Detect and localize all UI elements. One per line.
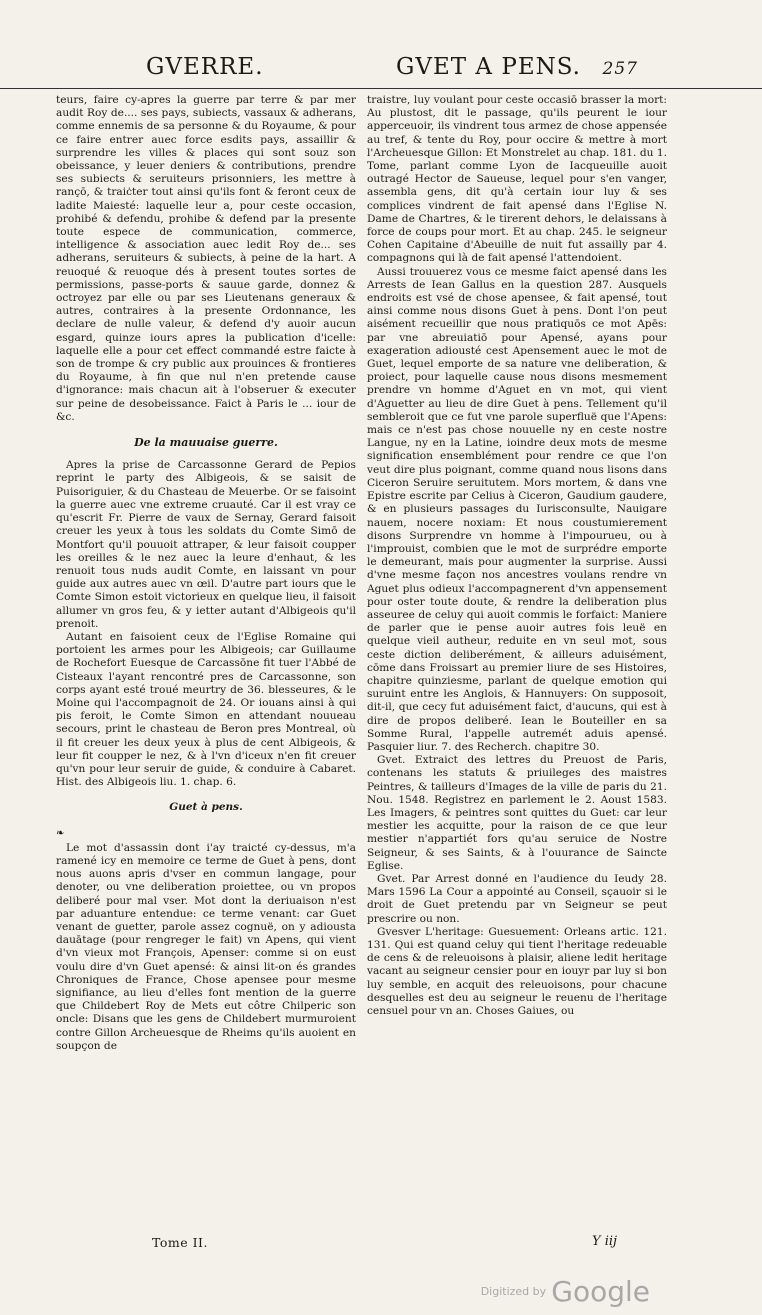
running-header [0,52,762,88]
right-column [367,94,667,1234]
right-paragraph-1: traistre, luy voulant pour ceste occasiō brasser la mort: Au plustost, dit le passage, qu'ils peurent le iour apperceuoir, ils vindrent tous armez de chose appensée au tref, & tente du Roy, pour occire & mettre à mort l'Archeuesque Gillon: Et Monstrelet au chap. 181. du 1. Tome, parlant comme Lyon de Iacqueuille auoit outragé Hector de Saueuse, lequel pour s'en vanger, assembla gens, dit qu'à certain iour luy & ses complices vindrent de fait apensé dans l'Eglise N. Dame de Chartres, & le tirerent dehors, le delaissans à force de coups pour mort. Et au chap. 245. le seigneur Cohen Capitaine d'Abeuille de nuit fut assailly par 4. compagnons qui là de fait apensé l'attendoient. [367,94,667,265]
left-paragraph-3: Autant en faisoient ceux de l'Eglise Romaine qui portoient les armes pour les Albigeois; car Guillaume de Rochefort Euesque de Carcassōne fit tuer l'Abbé de Cisteaux l'ayant rencontré pres de Carcassonne, son corps ayant esté troué meurtry de 36. blesseures, & le Moine qui l'accompagnoit de 24. Or iouans ainsi à qui pis feroit, le Comte Simon en attendant nouueau secours, print le chasteau de Beron pres Montreal, où il fit creuer les deux yeux à plus de cent Albigeois, & leur fit coupper le nez, & à l'vn d'iceux n'en fit creuer qu'vn pour leur seruir de guide, & conduire à Cabaret. Hist. des Albigeois liu. 1. chap. 6. [56,630,356,789]
page-number: 257 [602,59,638,79]
left-paragraph-1: teurs, faire cy-apres la guerre par terre & par mer audit Roy de.... ses pays, subiects, vassaux & adherans, comme ennemis de sa personne & du Royaume, & pour ce faire entrer auec force esdits pays, assaillir & surprendre les villes & places qui sont souz son obeissance, y leuer deniers & contributions, prendre ses subiects & seruiteurs prisonniers, les mettre à rançō, & traiċter tout ainsi qu'ils font & feront ceux de ladite Maiesté: laquelle leur a, pour ceste occasion, prohibé & defendu, prohibe & defend par la presente toute espece de communication, commerce, intelligence & association auec ledit Roy de... ses adherans, seruiteurs & subiects, à peine de la hart. A reuoqué & reuoque dés à present toutes sortes de permissions, passe-ports & sauue garde, donnez & octroyez par elle ou par ses Lieutenans generaux & autres, contraires à la presente Ordonnance, les declare de nulle valeur, & defend d'y auoir aucun esgard, quinze iours apres la publication d'icelle: laquelle elle a pour cet effect commandé estre faicte à son de trompe & cry public aux prouinces & frontieres du Royaume, à fin que nul n'en pretende cause d'ignorance: mais chacun ait à l'obseruer & executer sur peine de desobeissance. Faict à Paris le ... iour de &c. [56,94,356,423]
right-paragraph-3: Gvet. Extraict des lettres du Preuost de Paris, contenans les statuts & priuileges des maistres Peintres, & tailleurs d'Images de la ville de paris du 21. Nou. 1548. Registrez en parlement le 2. Aoust 1583. Les Imagers, & peintres sont quittes du Guet: car leur mestier les acquitte, pour la raison de ce que leur mestier n'appartiét fors qu'au seruice de Nostre Seigneur, & ses Saints, & à l'ouurance de Saincte Eglise. [367,754,667,872]
google-watermark [481,1275,650,1308]
left-column [56,94,356,1234]
volume-label: Tome II. [152,1235,208,1250]
section-heading-guet-a-pens: Guet à pens. [169,801,243,814]
right-paragraph-5: Gvesver L'heritage: Guesuement: Orleans artic. 121. 131. Qui est quand celuy qui tient l'heritage redeuable de cens & de releuoisons à plaisir, aliene ledit heritage vacant au seigneur censier pour en iouyr par luy si bon luy semble, en acquit des releuoisons, pour chacune desquelles est deu au seigneur le reuenu de l'heritage censuel pour vn an. Choses Gaiues, ou [367,925,667,1018]
left-paragraph-2: Apres la prise de Carcassonne Gerard de Pepios reprint le party des Albigeois, & se saisit de Puisoriguier, & du Chasteau de Meuerbe. Or se faisoint la guerre auec vne extreme cruauté. Car il est vray ce qu'escrit Fr. Pierre de vaux de Sernay, Gerard faisoit creuer les yeux à tous les soldats du Comte Simō de Montfort qu'il pouuoit attraper, & leur faisoit coupper les oreilles & le nez auec la leure d'enhaut, & les renuoit tous nuds audit Comte, en laissant vn pour guide aux autres auec vn œil. D'autre part iours que le Comte Simon estoit victorieux en quelque lieu, il faisoit allumer vn gros feu, & y ietter autant d'Albigeois qu'il prenoit. [56,459,356,630]
right-paragraph-2: Aussi trouuerez vous ce mesme faict apensé dans les Arrests de Iean Gallus en la question 287. Ausquels endroits est vsé de chose apensee, & fait apensé, tout ainsi comme nous disons Guet à pens. Dont l'on peut aisément recueillir que nous pratiquōs ce mot Apēs: par vne abreuiatiō pour Apensé, ayans pour exageration adiousté cest Apensement auec le mot de Guet, lequel emporte de sa nature vne deliberation, & proiect, pour laquelle cause nous disons mesmement prendre vn homme d'Aguet en vn mot, qui vient d'Aguetter au lieu de dire Guet à pens. Tellement qu'il sembleroit que ce fut vne parole superfluë que l'Apens: mais ce n'est pas chose nouuelle ny en ceste nostre Langue, ny en la Latine, ioindre deux mots de mesme signification ensemblément pour rendre ce que l'on veut dire plus poignant, comme quand nous lisons dans Ciceron Seruire seruitutem. Mors mortem, & dans vne Epistre escrite par Celius à Ciceron, Gaudium gaudere, & en plusieurs passages du Iurisconsulte, Nauigare nauem, nocere noxiam: Et nous coustumierement disons Surprendre vn homme à l'impourueu, ou à l'improuist, combien que le mot de surprédre emporte le demeurant, mais pour augmenter la surprise. Aussi d'vne mesme façon nos ancestres voulans rendre vn Aguet plus odieux l'accompagnerent d'vn appensement pour oster toute doute, & rendre la deliberation plus asseuree de celuy qui auoit commis le forfaict: Maniere de parler que ie pense auoir autres fois leuë en quelque vieil autheur, reduite en vn seul mot, sous ceste diction deliberément, & ailleurs aduisément, cōme dans Froissart au premier liure de ses Histoires, chapitre quinziesme, parlant de quelque emotion qui suruint entre les Anglois, & Hannuyers: On supposoit, dit-il, que cecy fut aduisément faict, d'aucuns, qui est à dire de propos deliberé. Iean le Bouteiller en sa Somme Rural, l'appelle autremét aduis apensé. Pasquier liur. 7. des Recherch. chapitre 30. [367,265,667,753]
fleuron-icon: ❧ [56,827,65,839]
left-paragraph-4: Le mot d'assassin dont i'ay traicté cy-dessus, m'a ramené icy en memoire ce terme de Guet à pens, dont nous auons apris d'vser en commun langage, pour denoter, ou vne deliberation proiettee, ou vn propos deliberé pour mal vser. Mot dont la deriuaison n'est par aduanture entendue: ce terme venant: car Guet venant de guetter, parole assez cognuë, on y adiousta dauātage (pour rengreger le fait) vn Apens, qui vient d'vn vieux mot François, Apenser: comme si on eust voulu dire d'vn Guet apensé: & ainsi lit-on és grandes Chroniques de France, Chose apensee pour mesme signifiance, au lieu d'elles font mention de la guerre que Childebert Roy de Mets eut côtre Chilperic son oncle: Disans que les gens de Childebert murmuroient contre Gillon Archeuesque de Rheims qu'ils auoient en soupçon de [56,841,356,1052]
header-rule [0,88,762,89]
section-heading-mauuaise-guerre: De la mauuaise guerre. [134,436,278,450]
signature-mark: Y iij [592,1234,618,1249]
right-paragraph-4: Gvet. Par Arrest donné en l'audience du Ieudy 28. Mars 1596 La Cour a appointé au Conseil, sçauoir si le droit de Guet pretendu par vn Seigneur se peut prescrire ou non. [367,872,667,925]
watermark-prefix: Digitized by [480,1285,547,1298]
google-logo: Google [551,1275,650,1308]
header-right: GVET A PENS. [396,54,581,80]
header-left: GVERRE. [146,54,264,80]
